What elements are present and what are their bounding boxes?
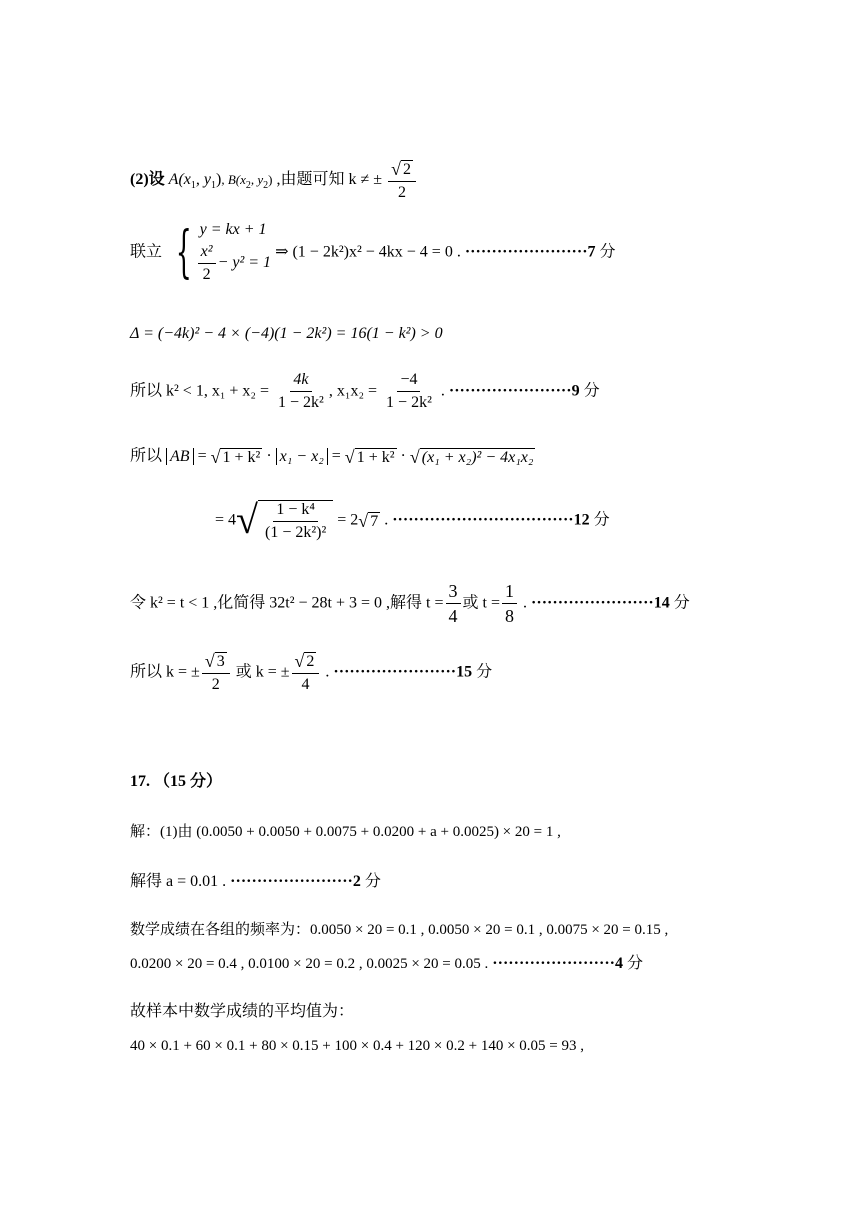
- score-unit: 分: [589, 511, 610, 529]
- line-setup-points: [130, 160, 418, 201]
- point-b-close: ): [268, 172, 273, 188]
- discriminant-text: Δ = (−4k)² − 4 × (−4)(1 − 2k²) = 16(1 − k²) > 0: [130, 325, 443, 342]
- sqrt-term: √ 1 + k²: [210, 447, 261, 467]
- sqrt-value: 2: [306, 653, 315, 670]
- line-mean-label: [130, 1004, 354, 1020]
- score-unit: 分: [669, 594, 690, 612]
- fraction: √ 2 4: [292, 652, 320, 693]
- sqrt-term: √ (x₁ + x₂)² − 4x₁x₂: [409, 447, 534, 467]
- score-unit: 分: [360, 873, 381, 890]
- result-prefix: = 4: [215, 511, 237, 529]
- dot-op: ·: [396, 447, 410, 465]
- equation-line: y = kx + 1: [199, 221, 267, 238]
- line-substitution: [130, 582, 690, 625]
- leader-dots: ··································: [392, 511, 574, 529]
- denominator: 4: [448, 606, 458, 626]
- fraction-product: [383, 372, 435, 411]
- sqrt-value: 3: [216, 653, 225, 670]
- score: 12: [573, 511, 590, 529]
- k-prefix: 所以 k = ±: [130, 663, 200, 681]
- score: 4: [615, 955, 623, 972]
- solve-a-text: 解得 a = 0.01 .: [130, 873, 227, 890]
- equation-rest: − y² = 1: [217, 254, 272, 272]
- substitution-text: 令 k² = t < 1 ,化简得 32t² − 28t + 3 = 0 ,解得 t =: [130, 594, 444, 612]
- line-chord-length: [130, 448, 535, 466]
- subscript: 1: [210, 180, 216, 192]
- numerator: 1: [502, 582, 517, 604]
- line-k-values: [130, 652, 492, 693]
- numerator: −4: [397, 372, 420, 392]
- numerator: x²: [198, 244, 216, 264]
- point-a-close: ): [215, 171, 222, 189]
- equals: =: [193, 447, 211, 465]
- line-frequencies-cont: [130, 956, 643, 972]
- frequency-text: 0.0200 × 20 = 0.4 , 0.0100 × 20 = 0.2 , 0.0025 × 20 = 0.05 .: [130, 956, 489, 972]
- denominator: 1 − 2k²: [278, 394, 324, 411]
- leader-dots: ·······················: [464, 243, 588, 261]
- sqrt-value: 1 + k²: [356, 449, 395, 466]
- numerator: 3: [446, 582, 461, 604]
- quadratic-result: ⇒ (1 − 2k²)x² − 4kx − 4 = 0 .: [275, 243, 461, 261]
- sqrt-term: √ 7: [358, 510, 379, 531]
- line-frequencies: [130, 922, 668, 938]
- sqrt-value: 1 + k²: [222, 449, 261, 466]
- subscript: 2: [245, 180, 251, 192]
- part-label: (2)设: [130, 171, 169, 189]
- period: .: [321, 663, 330, 681]
- or-text: 或 k = ±: [231, 663, 290, 681]
- solution-text: 解：(1)由 (0.0050 + 0.0050 + 0.0075 + 0.0200 + a + 0.0025) × 20 = 1 ,: [130, 824, 561, 840]
- point-b: , B(x: [221, 172, 246, 188]
- score-unit: 分: [579, 382, 600, 400]
- fraction-sum: [275, 372, 327, 411]
- point-a: A(x: [168, 171, 191, 189]
- line-mean-calc: [130, 1038, 584, 1054]
- equation-hyperbola: [196, 244, 271, 283]
- sqrt-value: (x₁ + x₂)² − 4x₁x₂: [421, 449, 534, 466]
- point-a-part: , y: [195, 171, 211, 189]
- fraction: √ 3 2: [202, 652, 230, 693]
- sqrt-value: 7: [370, 512, 379, 530]
- abs-ab: AB: [166, 448, 194, 465]
- subscript: 1: [190, 180, 196, 192]
- score-unit: 分: [623, 955, 644, 972]
- fraction: [446, 582, 461, 625]
- question-17-heading: [130, 774, 222, 790]
- chord-prefix: 所以: [130, 447, 167, 465]
- equals: = 2: [333, 511, 359, 529]
- denominator: 1 − 2k²: [386, 394, 432, 411]
- frequency-text: 数学成绩在各组的频率为：0.0050 × 20 = 0.1 , 0.0050 × 20 = 0.1 , 0.0075 × 20 = 0.15 ,: [130, 922, 669, 938]
- equation-system: [166, 219, 272, 285]
- score: 9: [571, 382, 580, 400]
- denominator: 2: [211, 676, 220, 693]
- line-solution-start: [130, 824, 561, 840]
- or-text: 或 t =: [462, 594, 501, 612]
- point-b-part: , y: [250, 172, 264, 188]
- denominator: 2: [202, 266, 211, 283]
- line-chord-result: [215, 497, 610, 542]
- subscript: 2: [263, 180, 269, 192]
- leader-dots: ·······················: [230, 873, 353, 890]
- denominator: 2: [398, 184, 406, 201]
- line-solve-a: [130, 874, 381, 890]
- equals: =: [327, 447, 345, 465]
- leader-dots: ·······················: [333, 663, 457, 681]
- mean-calculation: 40 × 0.1 + 60 × 0.1 + 80 × 0.15 + 100 × 0.4 + 120 × 0.2 + 140 × 0.05 = 93 ,: [130, 1038, 585, 1054]
- condition-text: ,由题可知 k ≠ ±: [272, 171, 383, 189]
- score: 14: [653, 594, 670, 612]
- vieta-prefix: 所以 k² < 1, x₁ + x₂ =: [130, 382, 274, 400]
- mean-label: 故样本中数学成绩的平均值为：: [130, 1003, 355, 1020]
- numerator: 1 − k⁴: [273, 502, 318, 522]
- line-vieta: [130, 372, 600, 411]
- dot-op: ·: [262, 447, 276, 465]
- fraction: √ 2 2: [388, 160, 416, 201]
- denominator: 8: [505, 606, 515, 626]
- score-unit: 分: [472, 663, 493, 681]
- period: .: [519, 594, 528, 612]
- period: .: [436, 382, 445, 400]
- denominator: (1 − 2k²)²: [264, 524, 327, 541]
- score: 7: [587, 243, 596, 261]
- vieta-mid: , x₁x₂ =: [328, 382, 382, 400]
- period: .: [380, 511, 389, 529]
- line-system: [130, 219, 616, 285]
- heading-text: 17. （15 分）: [130, 773, 223, 790]
- abs-diff: x₁ − x₂: [276, 448, 328, 465]
- sqrt-value: 2: [402, 161, 411, 178]
- leader-dots: ·······················: [492, 955, 615, 972]
- leader-dots: ·······················: [448, 382, 572, 400]
- leader-dots: ·······················: [531, 594, 654, 612]
- line-discriminant: [130, 326, 443, 342]
- denominator: 4: [301, 676, 310, 693]
- numerator: 4k: [290, 372, 311, 392]
- big-sqrt: √ $\frac{\text{1 − k⁴}}{\text{(1 − 2k²)²}}$: [236, 500, 333, 541]
- score: 15: [456, 663, 473, 681]
- brace: {: [175, 219, 192, 285]
- score-unit: 分: [595, 243, 616, 261]
- sqrt-term: √ 1 + k²: [344, 447, 395, 467]
- score: 2: [352, 873, 361, 890]
- label-combine: 联立: [130, 243, 163, 261]
- fraction: [502, 582, 517, 625]
